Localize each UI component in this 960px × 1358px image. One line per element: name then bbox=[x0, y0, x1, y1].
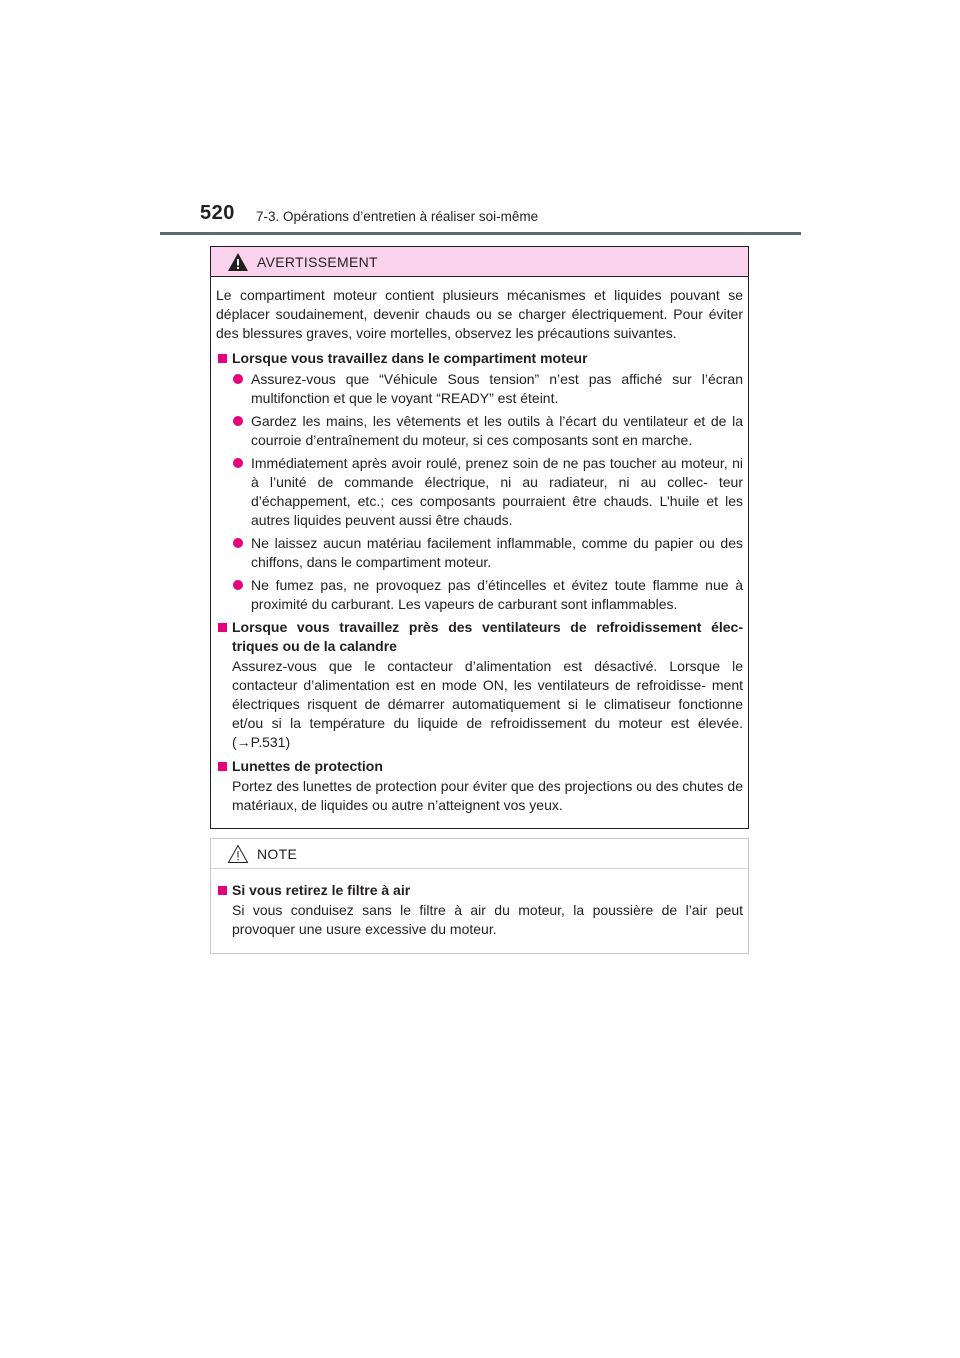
round-bullet-icon bbox=[233, 580, 243, 590]
warning-triangle-icon bbox=[227, 252, 249, 272]
warning-section-2 bbox=[216, 618, 743, 656]
bullet-text: Gardez les mains, les vêtements et les outils à l’écart du ventilateur et de la courroie d’entraînement du moteur, si ces composants sont en marche. bbox=[251, 413, 743, 448]
note-title: NOTE bbox=[257, 845, 298, 862]
note-section-title: Si vous retirez le filtre à air bbox=[232, 882, 411, 898]
page-number: 520 bbox=[200, 202, 235, 224]
square-bullet-icon bbox=[218, 886, 227, 895]
note-header bbox=[211, 839, 748, 869]
section-title: 7-3. Opérations d’entretien à réaliser soi-même bbox=[256, 209, 539, 224]
list-item bbox=[216, 370, 743, 408]
warning-title: AVERTISSEMENT bbox=[257, 253, 378, 270]
warning-section-3 bbox=[216, 757, 743, 776]
note-box bbox=[210, 838, 749, 954]
header-rule bbox=[160, 232, 801, 235]
warning-section-1 bbox=[216, 349, 743, 368]
list-item bbox=[216, 412, 743, 450]
bullet-text: Assurez-vous que “Véhicule Sous tension” n’est pas affiché sur l’écran multifonction et que le voyant “READY” est éteint. bbox=[251, 371, 743, 406]
square-bullet-icon bbox=[218, 354, 227, 363]
square-bullet-icon bbox=[218, 623, 227, 632]
warning-section-text: Assurez-vous que le contacteur d’alimentation est désactivé. Lorsque le contacteur d’alimentation est en mode ON, les ventilateurs de refroidisse- ment électriques risquent de démarrer automatiquement si le climatiseur fonctionne et/ou si la température du liquide de refroidissement du moteur est élevée. (→P.531) bbox=[232, 658, 743, 750]
warning-section-title: Lorsque vous travaillez dans le compartiment moteur bbox=[232, 350, 588, 366]
note-body bbox=[211, 869, 748, 939]
note-section-text: Si vous conduisez sans le filtre à air du moteur, la poussière de l’air peut provoquer une usure excessive du moteur. bbox=[232, 902, 743, 937]
warning-bullet-list bbox=[216, 370, 743, 614]
round-bullet-icon bbox=[233, 458, 243, 468]
warning-intro: Le compartiment moteur contient plusieurs mécanismes et liquides pouvant se déplacer soudainement, devenir chauds ou se charger électriquement. Pour éviter des blessures graves, voire mortelles, observez les précautions suivantes. bbox=[216, 287, 743, 341]
list-item bbox=[216, 576, 743, 614]
bullet-text: Immédiatement après avoir roulé, prenez soin de ne pas toucher au moteur, ni à l’unité de commande électrique, ni au radiateur, ni au collec- teur d’échappement, etc.; ces composants pourraient être chauds. L’huile et les autres liquides peuvent aussi être chauds. bbox=[251, 455, 743, 528]
round-bullet-icon bbox=[233, 416, 243, 426]
bullet-text: Ne laissez aucun matériau facilement inflammable, comme du papier ou des chiffons, dans le compartiment moteur. bbox=[251, 535, 743, 570]
round-bullet-icon bbox=[233, 538, 243, 548]
warning-header bbox=[211, 247, 748, 277]
warning-section-title: Lorsque vous travaillez près des ventilateurs de refroidissement élec- triques ou de la calandre bbox=[232, 619, 743, 654]
warning-body bbox=[211, 277, 748, 815]
square-bullet-icon bbox=[218, 762, 227, 771]
caution-triangle-outline-icon bbox=[227, 844, 249, 864]
warning-section-text: Portez des lunettes de protection pour éviter que des projections ou des chutes de matériaux, de liquides ou autre n’atteignent vos yeux. bbox=[232, 778, 743, 813]
list-item bbox=[216, 534, 743, 572]
bullet-text: Ne fumez pas, ne provoquez pas d’étincelles et évitez toute flamme nue à proximité du carburant. Les vapeurs de carburant sont inflammables. bbox=[251, 577, 743, 612]
list-item bbox=[216, 454, 743, 530]
round-bullet-icon bbox=[233, 374, 243, 384]
warning-box bbox=[210, 246, 749, 829]
warning-section-title: Lunettes de protection bbox=[232, 758, 383, 774]
note-section bbox=[216, 881, 743, 900]
